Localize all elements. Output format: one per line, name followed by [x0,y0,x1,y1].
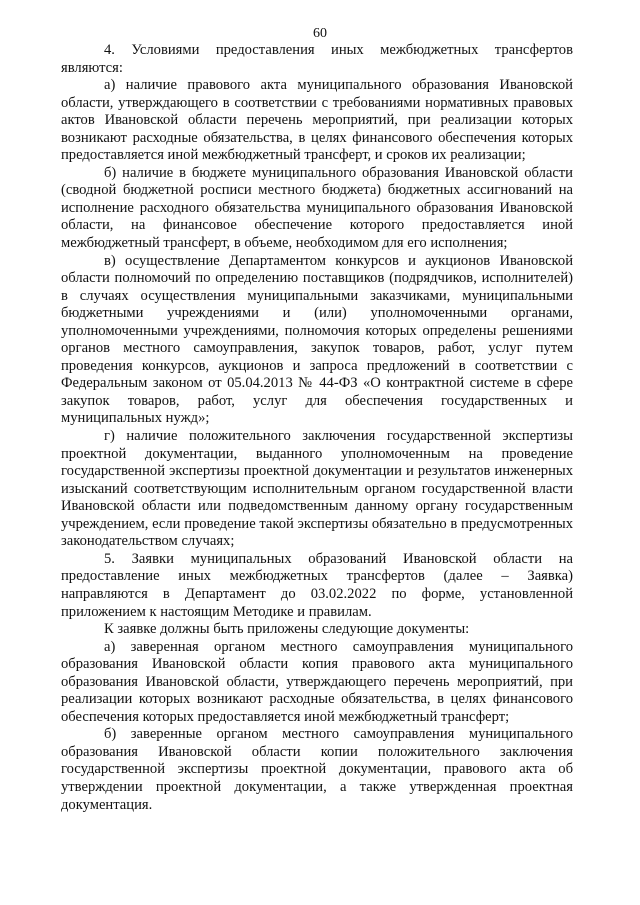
paragraph-condition-g: г) наличие положительного заключения государственной экспертизы проектной документации, выданного уполномоченным на проведение государственной экспертизы проектной документации и результатов инженерных изысканий соответствующим исполнительным органом государственной власти Ивановской области или подведомственным данному органу государственным учреждением, если проведение такой экспертизы обязательно в предусмотренных законодательством случаях; [61,428,573,550]
paragraph-condition-a: а) наличие правового акта муниципального образования Ивановской области, утверждающего в соответствии с требованиями нормативных правовых актов Ивановской области перечень мероприятий, при реализации которых возникают расходные обязательства, в целях финансового обеспечения которых предоставляется иной межбюджетный трансферт, и сроков их реализации; [61,77,573,164]
paragraph-attachment-a: а) заверенная органом местного самоуправления муниципального образования Ивановской области копия правового акта муниципального образования Ивановской области, утверждающего перечень мероприятий, при реализации которых возникают расходные обязательства, в целях финансового обеспечения которых предоставляется иной межбюджетный трансферт; [61,638,573,725]
paragraph-condition-v: в) осуществление Департаментом конкурсов и аукционов Ивановской области полномочий по определению поставщиков (подрядчиков, исполнителей) в случаях осуществления муниципальными заказчиками, муниципальными бюджетными учреждениями и (или) уполномоченными органами, уполномоченными учреждениями, полномочия которых определены решениями органов местного самоуправления, закупок товаров, работ, услуг путем проведения конкурсов, аукционов и запроса предложений в соответствии с Федеральным законом от 05.04.2013 № 44-ФЗ «О контрактной системе в сфере закупок товаров, работ, услуг для обеспечения государственных и муниципальных нужд»; [61,252,573,427]
paragraph-conditions-heading: 4. Условиями предоставления иных межбюджетных трансфертов являются: [61,42,573,76]
paragraph-applications: 5. Заявки муниципальных образований Ивановской области на предоставление иных межбюджетных трансфертов (далее – Заявка) направляются в Департамент до 03.02.2022 по форме, установленной приложением к настоящим Методике и правилам. [61,550,573,620]
paragraph-condition-b: б) наличие в бюджете муниципального образования Ивановской области (сводной бюджетной росписи местного бюджета) бюджетных ассигнований на исполнение расходного обязательства муниципального образования Ивановской области, на финансовое обеспечение которого предоставляется иной межбюджетный трансферт, в объеме, необходимом для его исполнения; [61,164,573,252]
document-body [61,42,573,814]
paragraph-attachment-b: б) заверенные органом местного самоуправления муниципального образования Ивановской области копии положительного заключения государственной экспертизы проектной документации, правового акта об утверждении проектной документации, а также утвержденная проектная документация. [61,726,573,813]
page-number: 60 [313,26,327,41]
paragraph-attachments-heading: К заявке должны быть приложены следующие документы: [104,621,470,638]
